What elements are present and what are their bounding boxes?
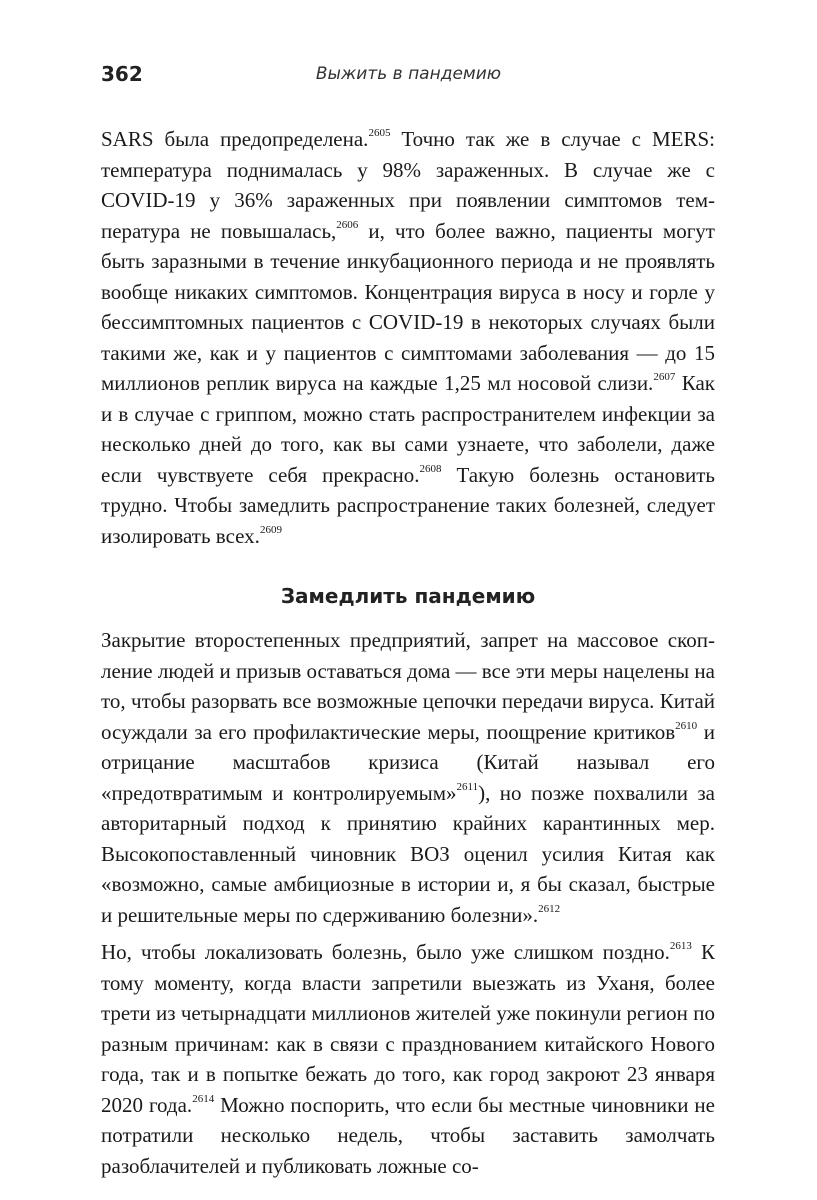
paragraph-3-text: Можно поспорить, что если бы местные чиновники не потратили несколько недель, чтобы заставить замолчать разоблачителей и публиковать ложные со- — [101, 1092, 715, 1178]
footnote-ref-2607: 2607 — [653, 371, 676, 383]
paragraph-2-text: ), но позже похвалили за авторитарный подход к принятию крайних карантинных мер. Высокопоставленный чиновник ВОЗ оценил усилия Китая как «возможно, самые амбициозные в истории и, я бы сказал, быстрые и решительные меры по сдерживанию болезни». — [101, 780, 716, 927]
footnote-ref-2611: 2611 — [456, 780, 479, 793]
footnote-ref-2610: 2610 — [675, 719, 698, 732]
footnote-ref-2613: 2613 — [669, 940, 692, 952]
running-head — [101, 62, 716, 90]
paragraph-3-text: К тому моменту, когда власти запретили выезжать из Уханя, более трети из четырнадцати миллионов жителей уже покинули регион по разным причинам: как в связи с празднованием китайского Нового года, так и в попытке бежать до того, как город закроют 23 января 2020 года. — [101, 940, 715, 1117]
paragraph-2-text: Закрытие второстепенных предприятий, запрет на массовое скопление людей и призыв оставаться дома — все эти меры нацелены на то, чтобы разорвать все возможные цепочки передачи вируса. Китай осуждали за его профилактические меры, поощрение критиков — [101, 628, 715, 744]
paragraph-3 — [101, 937, 715, 1181]
footnote-ref-2612: 2612 — [538, 902, 561, 915]
paragraph-3-text: Но, чтобы локализовать болезнь, было уже слишком поздно. — [101, 940, 670, 964]
paragraph-2-text: и отрицание масштабов кризиса (Китай называл его «предотвратимым и контролируемым» — [101, 719, 715, 805]
footnote-ref-2606: 2606 — [336, 218, 359, 231]
paragraph-1-text: Точно так же в случае с MERS: температура поднималась у 98% зараженных. В случае же с COVID-19 у 36% зараженных при появлении симптомов температура не повышалась, — [101, 127, 715, 243]
section-heading: Замедлить пандемию — [280, 584, 536, 608]
footnote-ref-2609: 2609 — [259, 523, 282, 536]
paragraph-1 — [101, 124, 715, 551]
body-text — [101, 124, 715, 1181]
footnote-ref-2605: 2605 — [368, 127, 391, 139]
footnote-ref-2614: 2614 — [192, 1092, 215, 1105]
footnote-ref-2608: 2608 — [419, 462, 442, 475]
paragraph-1-text: и, что более важно, пациенты могут быть заразными в течение инкубационного периода и не проявлять вообще никаких симптомов. Концентрация вируса в носу и горле у бессимптомных пациентов с COVID-19 в некоторых случаях были такими же, как и у пациентов с симптомами заболевания — до 15 миллионов реплик вируса на каждые 1,25 мл носовой слизи. — [101, 218, 715, 395]
paragraph-1-text: Такую болезнь остановить трудно. Чтобы замедлить распространение таких болезней, следует изолировать всех. — [101, 462, 715, 548]
book-title: Выжить в пандемию — [315, 64, 502, 84]
paragraph-2 — [101, 625, 715, 930]
paragraph-1-text: SARS была предопределена. — [101, 127, 369, 151]
page-number: 362 — [101, 62, 143, 86]
paragraph-1-text: Как и в случае с гриппом, можно стать распространителем инфекции за несколько дней до того, как вы сами узнаете, что заболели, даже если чувствуете себя прекрасно. — [101, 371, 715, 487]
